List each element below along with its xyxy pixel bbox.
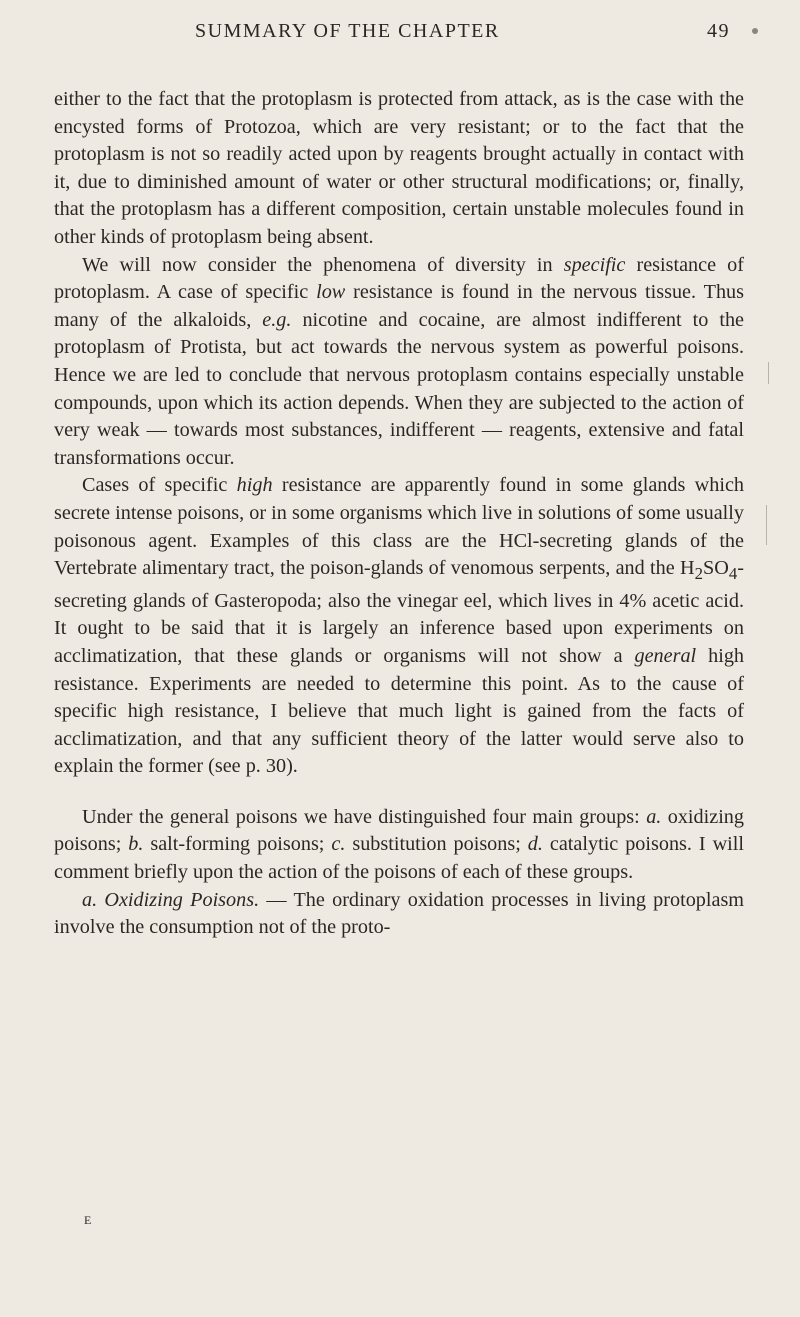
margin-pencil-mark <box>766 505 767 545</box>
paragraph-4-run-4: substitution poisons; <box>345 833 528 856</box>
paragraph-3 <box>54 472 744 781</box>
paragraph-3-run-3: SO <box>703 557 729 580</box>
emphasis-b: b. <box>128 833 144 856</box>
body-text <box>54 86 744 942</box>
emphasis-high: high <box>236 474 273 497</box>
margin-pencil-mark <box>768 362 769 384</box>
signature-mark: E <box>84 1213 93 1227</box>
emphasis-d: d. <box>527 833 543 856</box>
emphasis-general: general <box>634 644 697 667</box>
paragraph-4 <box>54 804 744 887</box>
subscript-4: 4 <box>728 564 738 584</box>
emphasis-a: a. <box>646 805 662 828</box>
paragraph-2-run-3: resistance is found in the nervous tissue. Thus many of the alkaloids, <box>54 281 744 331</box>
running-head <box>195 20 730 50</box>
margin-dot-mark <box>752 28 758 34</box>
paragraph-4-run-5: catalytic poisons. I will comment briefly upon the action of the poisons of each of these groups. <box>54 833 744 884</box>
paragraph-4-run-2: oxidizing poisons; <box>54 805 744 856</box>
paragraph-3-run-4: -secreting glands of Gasteropoda; also the vinegar eel, which lives in 4% acetic acid. It ought to be said that it is largely an inference based upon experiments on acclimatization, that these glands or organisms will not show a <box>54 557 744 667</box>
subscript-2: 2 <box>694 564 704 584</box>
emphasis-low: low <box>316 281 346 304</box>
paragraph-1 <box>54 86 744 252</box>
paragraph-5-run-1: — The ordinary oxidation processes in living protoplasm involve the consumption not of the proto- <box>54 888 745 939</box>
paragraph-4-run-3: salt-forming poisons; <box>143 833 332 856</box>
section-heading-oxidizing-poisons: a. Oxidizing Poisons. <box>82 888 260 911</box>
paragraph-2-run-1: We will now consider the phenomena of diversity in <box>82 253 564 276</box>
paragraph-3-run-5: high resistance. Experiments are needed to determine this point. As to the cause of specific high resistance, I believe that much light is gained from the facts of acclimatization, and that any sufficient theory of the latter would serve also to explain the former (see p. 30). <box>54 644 745 778</box>
paragraph-2-run-4: nicotine and cocaine, are almost indifferent to the protoplasm of Protista, but act towards the nervous system as powerful poisons. Hence we are led to conclude that nervous protoplasm contains especially unstable compounds, upon which its action depends. When they are subjected to the action of very weak — towards most substances, indifferent — reagents, extensive and fatal transformations occur. <box>54 308 744 469</box>
emphasis-eg: e.g. <box>262 308 292 331</box>
emphasis-specific: specific <box>563 253 626 276</box>
running-head-title: SUMMARY OF THE CHAPTER <box>195 20 500 42</box>
paragraph-2 <box>54 252 744 473</box>
paragraph-3-run-2: resistance are apparently found in some glands which secrete intense poisons, or in some organisms which live in solutions of some usually poisonous agent. Examples of this class are the HCl-secreting glands of the Vertebrate alimentary tract, the poison-glands of venomous serpents, and the H <box>54 474 744 580</box>
emphasis-c: c. <box>331 833 346 856</box>
paragraph-3-run-1: Cases of specific <box>82 474 237 497</box>
paragraph-1-text: either to the fact that the protoplasm is protected from attack, as is the case with the encysted forms of Protozoa, which are very resistant; or to the fact that the protoplasm is not so readily acted upon by reagents brought actually in contact with it, due to diminished amount of water or other structural modifications; or, finally, that the protoplasm has a different composition, certain unstable molecules found in other kinds of protoplasm being absent. <box>54 88 744 248</box>
paragraph-5 <box>54 887 744 942</box>
paragraph-2-run-2: resistance of protoplasm. A case of specific <box>54 253 744 304</box>
page-number: 49 <box>707 20 730 42</box>
paragraph-4-run-1: Under the general poisons we have distinguished four main groups: <box>82 805 647 828</box>
